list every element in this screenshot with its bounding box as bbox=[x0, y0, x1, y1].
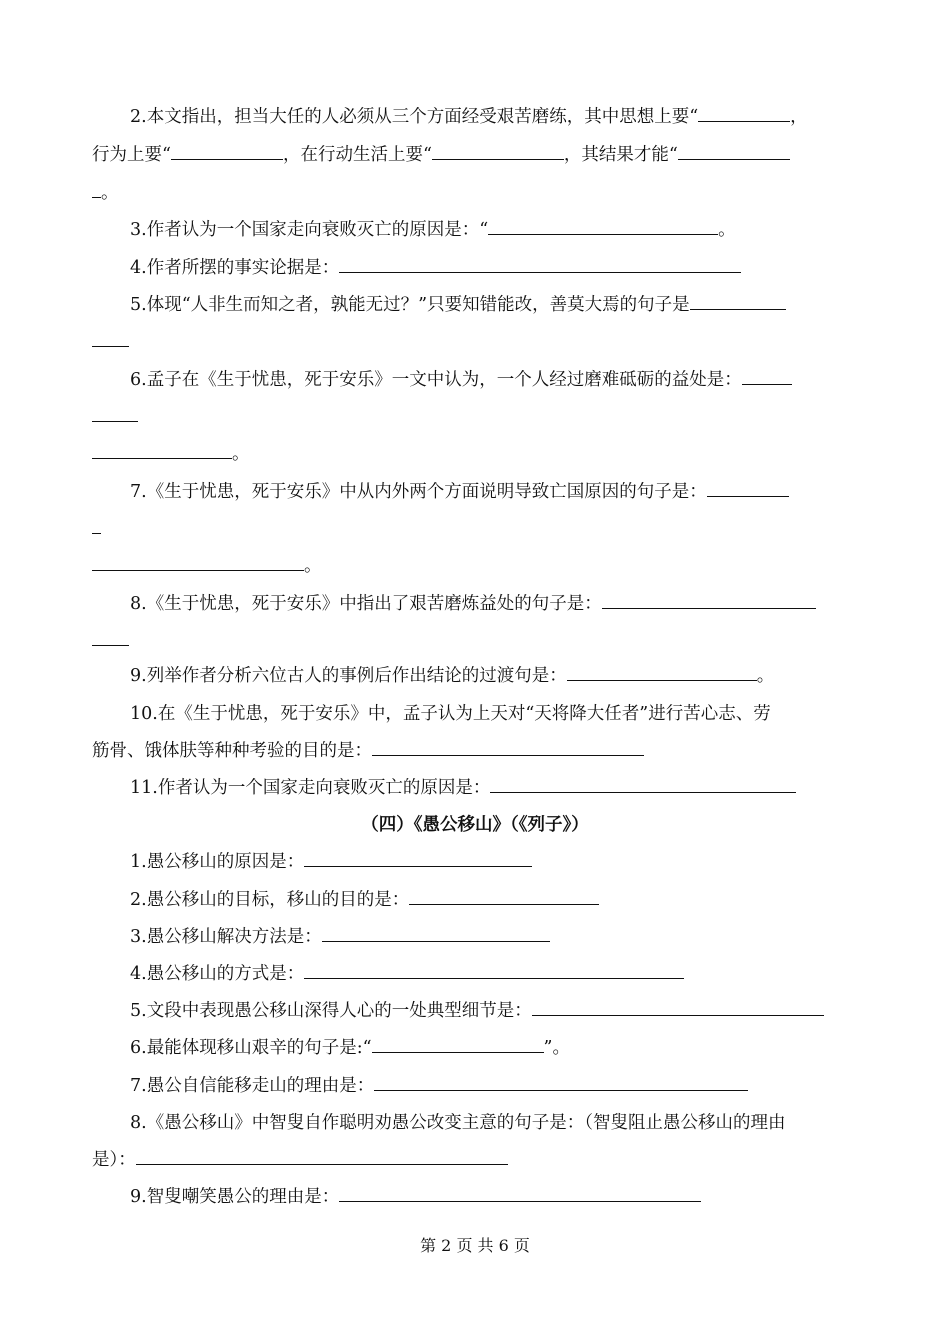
q7-blank-cont-2[interactable] bbox=[92, 555, 304, 571]
s4-q7-blank[interactable] bbox=[374, 1075, 748, 1091]
s4-q3-text: 3.愚公移山解决方法是： bbox=[130, 927, 322, 947]
q11-line bbox=[130, 777, 796, 799]
section-title: （四）《愚公移山》（《列子》） bbox=[361, 815, 589, 835]
s4-q3-line bbox=[130, 926, 550, 948]
q7-line bbox=[130, 481, 789, 503]
q6-text: 6.孟子在《生于忧患，死于安乐》一文中认为，一个人经过磨难砥砺的益处是： bbox=[130, 370, 742, 390]
q7-text: 7.《生于忧患，死于安乐》中从内外两个方面说明导致亡国原因的句子是： bbox=[130, 482, 707, 502]
q2-text-result: ，其结果才能“ bbox=[563, 145, 678, 165]
q10-text-2: 筋骨、饿体肤等种种考验的目的是： bbox=[92, 741, 372, 761]
q7-line2 bbox=[92, 518, 101, 540]
s4-q5-blank[interactable] bbox=[532, 1000, 824, 1016]
q7-blank[interactable] bbox=[707, 481, 789, 497]
q4-text: 4.作者所摆的事实论据是： bbox=[130, 258, 340, 278]
s4-q4-line bbox=[130, 963, 684, 985]
q6-line bbox=[130, 369, 792, 391]
q2-line1 bbox=[130, 106, 808, 128]
q2-blank-4-cont[interactable] bbox=[92, 182, 101, 198]
s4-q7-text: 7.愚公自信能移走山的理由是： bbox=[130, 1076, 375, 1096]
q10-text-1: 10.在《生于忧患，死于安乐》中，孟子认为上天对“天将降大任者”进行苦心志、劳 bbox=[130, 704, 771, 724]
q6-period: 。 bbox=[232, 444, 250, 464]
q2-blank-1[interactable] bbox=[698, 106, 790, 122]
q5-line bbox=[130, 294, 786, 316]
s4-q6-end: ”。 bbox=[543, 1038, 570, 1058]
s4-q4-blank[interactable] bbox=[304, 963, 684, 979]
s4-q6-text: 6.最能体现移山艰辛的句子是:“ bbox=[130, 1038, 372, 1058]
q4-line bbox=[130, 257, 741, 279]
q11-text: 11.作者认为一个国家走向衰败灭亡的原因是： bbox=[130, 778, 491, 798]
q9-line bbox=[130, 665, 774, 687]
q7-line3 bbox=[92, 555, 322, 577]
s4-q3-blank[interactable] bbox=[322, 926, 550, 942]
q7-period: 。 bbox=[304, 556, 322, 576]
q6-blank-cont-2[interactable] bbox=[92, 443, 232, 459]
s4-q2-text: 2.愚公移山的目标，移山的目的是： bbox=[130, 890, 410, 910]
s4-q8-blank[interactable] bbox=[136, 1149, 508, 1165]
q6-line3 bbox=[92, 443, 250, 465]
q2-period: 。 bbox=[101, 183, 119, 203]
s4-q2-line bbox=[130, 889, 599, 911]
s4-q6-line bbox=[130, 1037, 570, 1059]
s4-q8-line2 bbox=[92, 1149, 508, 1171]
q4-blank[interactable] bbox=[339, 257, 741, 273]
q2-comma: ， bbox=[790, 107, 808, 127]
q3-period: 。 bbox=[718, 220, 736, 240]
q2-blank-2[interactable] bbox=[171, 144, 283, 160]
page-number: 第 2 页 共 6 页 bbox=[420, 1236, 530, 1255]
s4-q4-text: 4.愚公移山的方式是： bbox=[130, 964, 305, 984]
q6-line2 bbox=[92, 406, 138, 428]
s4-q6-blank[interactable] bbox=[372, 1037, 544, 1053]
s4-q1-text: 1.愚公移山的原因是： bbox=[130, 852, 305, 872]
q2-blank-4[interactable] bbox=[678, 144, 790, 160]
q9-period: 。 bbox=[756, 666, 775, 686]
q5-text: 5.体现“人非生而知之者，孰能无过？”只要知错能改，善莫大焉的句子是 bbox=[130, 295, 690, 315]
q2-line3 bbox=[92, 182, 119, 204]
q6-blank[interactable] bbox=[742, 369, 792, 385]
q5-line2 bbox=[92, 331, 129, 353]
q8-text: 8.《生于忧患，死于安乐》中指出了艰苦磨炼益处的句子是： bbox=[130, 594, 602, 614]
q5-blank-cont[interactable] bbox=[92, 331, 129, 347]
q8-line2 bbox=[92, 630, 129, 652]
q6-blank-cont-1[interactable] bbox=[92, 406, 138, 422]
q2-line2 bbox=[92, 144, 790, 166]
q2-blank-3[interactable] bbox=[432, 144, 564, 160]
q3-blank[interactable] bbox=[488, 219, 718, 235]
q3-text: 3.作者认为一个国家走向衰败灭亡的原因是：“ bbox=[130, 220, 489, 240]
q10-blank[interactable] bbox=[372, 740, 644, 756]
s4-q1-blank[interactable] bbox=[304, 851, 532, 867]
q7-blank-cont-1[interactable] bbox=[92, 518, 101, 534]
q3-line bbox=[130, 219, 736, 241]
q11-blank[interactable] bbox=[490, 777, 796, 793]
s4-q9-blank[interactable] bbox=[339, 1186, 701, 1202]
q5-blank[interactable] bbox=[690, 294, 786, 310]
s4-q7-line bbox=[130, 1075, 748, 1097]
s4-q8-text-1: 8.《愚公移山》中智叟自作聪明劝愚公改变主意的句子是：（智叟阻止愚公移山的理由 bbox=[130, 1113, 786, 1133]
s4-q9-line bbox=[130, 1186, 701, 1208]
q2-text: 2.本文指出，担当大任的人必须从三个方面经受艰苦磨练，其中思想上要“ bbox=[130, 107, 699, 127]
q10-line2 bbox=[92, 740, 644, 762]
q8-blank-cont[interactable] bbox=[92, 630, 129, 646]
q10-line1 bbox=[130, 703, 771, 725]
q8-blank[interactable] bbox=[602, 593, 816, 609]
s4-q5-text: 5.文段中表现愚公移山深得人心的一处典型细节是： bbox=[130, 1001, 532, 1021]
q2-text-action: ，在行动生活上要“ bbox=[282, 145, 432, 165]
s4-q8-line1 bbox=[130, 1112, 785, 1134]
s4-q1-line bbox=[130, 851, 532, 873]
q9-blank[interactable] bbox=[567, 665, 757, 681]
s4-q9-text: 9.智叟嘲笑愚公的理由是： bbox=[130, 1187, 340, 1207]
q8-line bbox=[130, 593, 816, 615]
s4-q5-line bbox=[130, 1000, 824, 1022]
q9-text: 9.列举作者分析六位古人的事例后作出结论的过渡句是： bbox=[130, 666, 567, 686]
q2-text-behavior: 行为上要“ bbox=[92, 145, 171, 165]
s4-q8-text-2: 是）： bbox=[92, 1150, 136, 1170]
s4-q2-blank[interactable] bbox=[409, 889, 599, 905]
